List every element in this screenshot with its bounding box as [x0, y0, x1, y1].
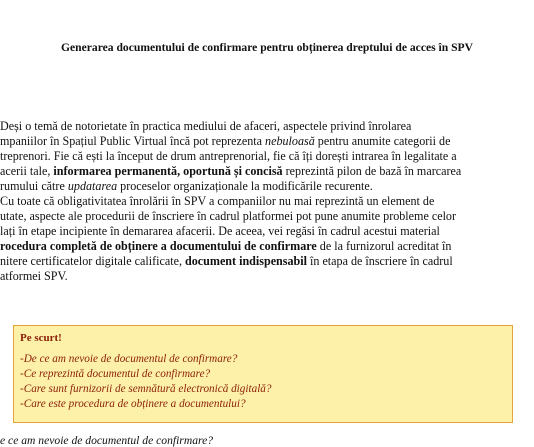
text-run: în etapa de înscriere în cadrul — [306, 254, 453, 268]
text-run: lați în etape incipiente în demararea afacerii. De aceea, vei regăsi în cadrul acestui material — [0, 224, 440, 238]
paragraph-line — [0, 239, 451, 254]
text-run: utate, aspecte ale procedurii de înscriere în cadrul platformei pot pune anumite probleme celor — [0, 209, 457, 223]
paragraph-line — [0, 119, 411, 134]
text-run: reprezintă pilon de bază în marcarea — [282, 164, 462, 178]
paragraph-line — [0, 179, 373, 194]
text-run: de la furnizorul acreditat în — [316, 239, 452, 253]
text-run: atformei SPV. — [0, 269, 68, 283]
summary-box — [13, 325, 513, 423]
paragraph-line — [0, 254, 453, 269]
paragraph-line — [0, 164, 461, 179]
summary-item: -Care este procedura de obținere a documentului? — [20, 398, 246, 410]
section-heading: e ce am nevoie de documentul de confirmare? — [0, 434, 214, 447]
bold-text: rocedura completă de obținere a documentului de confirmare — [0, 239, 317, 253]
text-run: pentru anumite categorii de — [314, 134, 451, 148]
paragraph-line — [0, 134, 450, 149]
text-run: nitere certificatelor digitale calificate, — [0, 254, 185, 268]
paragraph-line — [0, 149, 457, 164]
summary-heading: Pe scurt! — [20, 332, 62, 344]
text-run: Cu toate că obligativitatea înrolării în SPV a companiilor nu mai reprezintă un element de — [0, 194, 435, 208]
bold-text: informarea permanentă, oportună și concisă — [53, 164, 283, 178]
paragraph-line — [0, 269, 68, 284]
text-run: Deși o temă de notorietate în practica mediului de afaceri, aspectele privind înrolarea — [0, 119, 412, 133]
paragraph-line — [0, 194, 434, 209]
summary-item: -De ce am nevoie de documentul de confirmare? — [20, 353, 238, 365]
text-run: mpaniilor în Spațiul Public Virtual încă pot reprezenta — [0, 134, 266, 148]
paragraph-line — [0, 224, 440, 239]
bold-text: document indispensabil — [185, 254, 307, 268]
italic-text: updatarea — [67, 179, 118, 193]
italic-text: nebuloasă — [265, 134, 315, 148]
summary-item: -Ce reprezintă documentul de confirmare? — [20, 368, 211, 380]
text-run: proceselor organizaționale la modificările recurente. — [117, 179, 373, 193]
summary-item: -Care sunt furnizorii de semnătură electronică digitală? — [20, 383, 272, 395]
text-run: acerii tale, — [0, 164, 54, 178]
text-run: treprenori. Fie că ești la început de drum antreprenorial, fie că îți dorești intrarea în legalitate a — [0, 149, 457, 163]
text-run: rumului către — [0, 179, 68, 193]
paragraph-line — [0, 209, 456, 224]
document-title: Generarea documentului de confirmare pentru obținerea dreptului de acces în SPV — [61, 41, 473, 54]
